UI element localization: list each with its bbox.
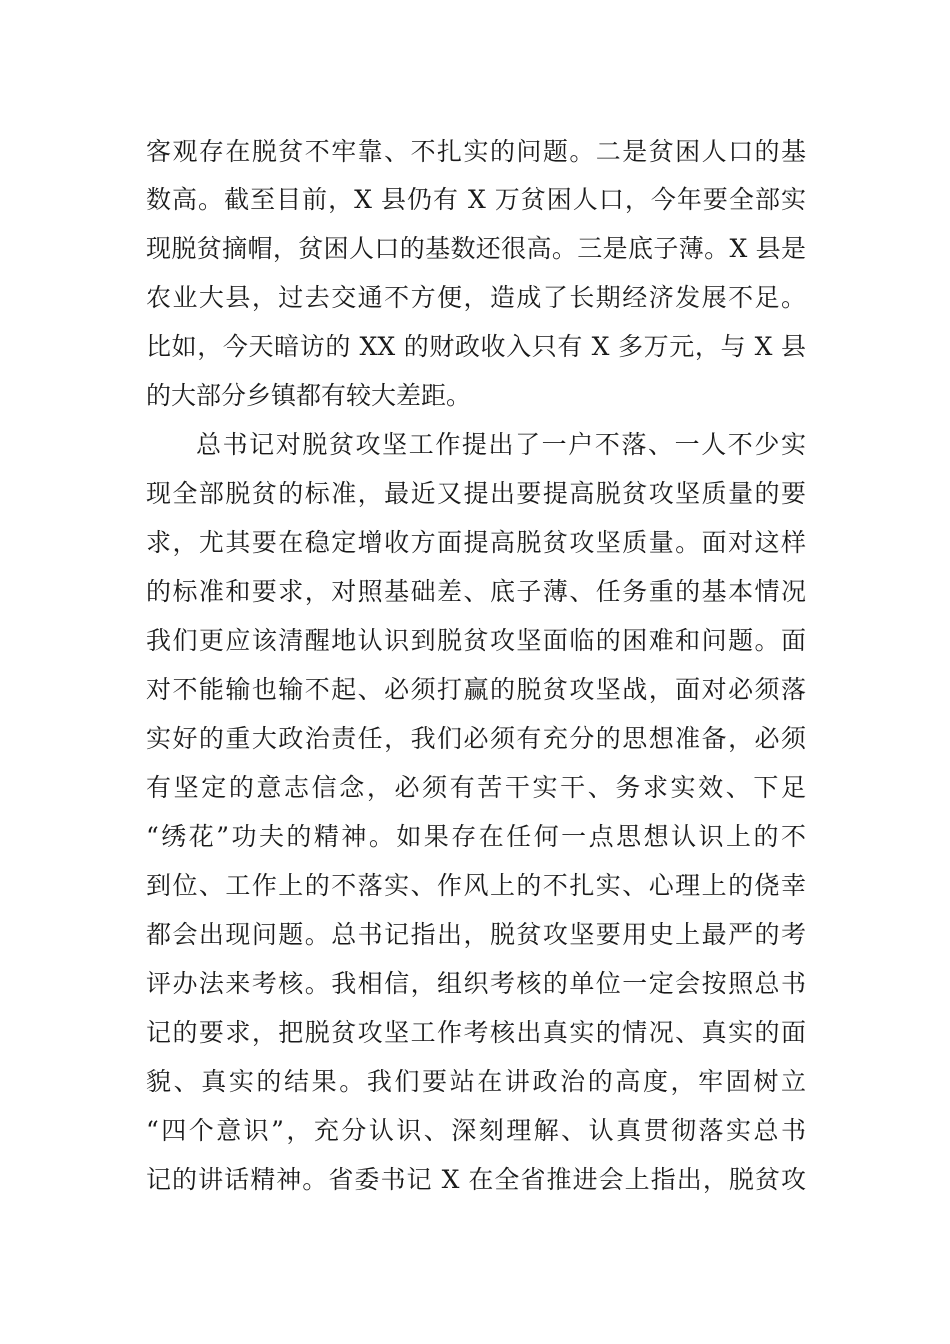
text-line: 农业大县，过去交通不方便，造成了长期经济发展不足。	[146, 283, 806, 312]
text-line: 实好的重大政治责任，我们必须有充分的思想准备，必须	[146, 724, 806, 753]
text-line: “绣花”功夫的精神。如果存在任何一点思想认识上的不	[146, 822, 806, 851]
text-line: 对不能输也输不起、必须打赢的脱贫攻坚战，面对必须落	[146, 675, 806, 704]
text-line: 总书记对脱贫攻坚工作提出了一户不落、一人不少实	[196, 430, 806, 459]
text-line: 求，尤其要在稳定增收方面提高脱贫攻坚质量。面对这样	[146, 528, 806, 557]
text-line: 我们更应该清醒地认识到脱贫攻坚面临的困难和问题。面	[146, 626, 806, 655]
text-line: 有坚定的意志信念，必须有苦干实干、务求实效、下足	[146, 773, 806, 802]
text-line: 貌、真实的结果。我们要站在讲政治的高度，牢固树立	[146, 1067, 806, 1096]
text-line: 记的讲话精神。省委书记 X 在全省推进会上指出，脱贫攻	[146, 1165, 806, 1194]
text-line: 记的要求，把脱贫攻坚工作考核出真实的情况、真实的面	[146, 1018, 806, 1047]
text-line: 都会出现问题。总书记指出，脱贫攻坚要用史上最严的考	[146, 920, 806, 949]
text-line: 客观存在脱贫不牢靠、不扎实的问题。二是贫困人口的基	[146, 137, 806, 166]
text-line: 数高。截至目前，X 县仍有 X 万贫困人口，今年要全部实	[146, 185, 806, 214]
text-line: 现脱贫摘帽，贫困人口的基数还很高。三是底子薄。X 县是	[146, 234, 806, 263]
text-line: 现全部脱贫的标准，最近又提出要提高脱贫攻坚质量的要	[146, 479, 806, 508]
text-line: 比如，今天暗访的 XX 的财政收入只有 X 多万元，与 X 县	[146, 332, 806, 361]
text-line: 的大部分乡镇都有较大差距。	[146, 381, 472, 410]
text-line: 评办法来考核。我相信，组织考核的单位一定会按照总书	[146, 969, 806, 998]
text-line: 到位、工作上的不落实、作风上的不扎实、心理上的侥幸	[146, 871, 806, 900]
text-line: “四个意识”，充分认识、深刻理解、认真贯彻落实总书	[146, 1116, 806, 1145]
text-line: 的标准和要求，对照基础差、底子薄、任务重的基本情况	[146, 577, 806, 606]
